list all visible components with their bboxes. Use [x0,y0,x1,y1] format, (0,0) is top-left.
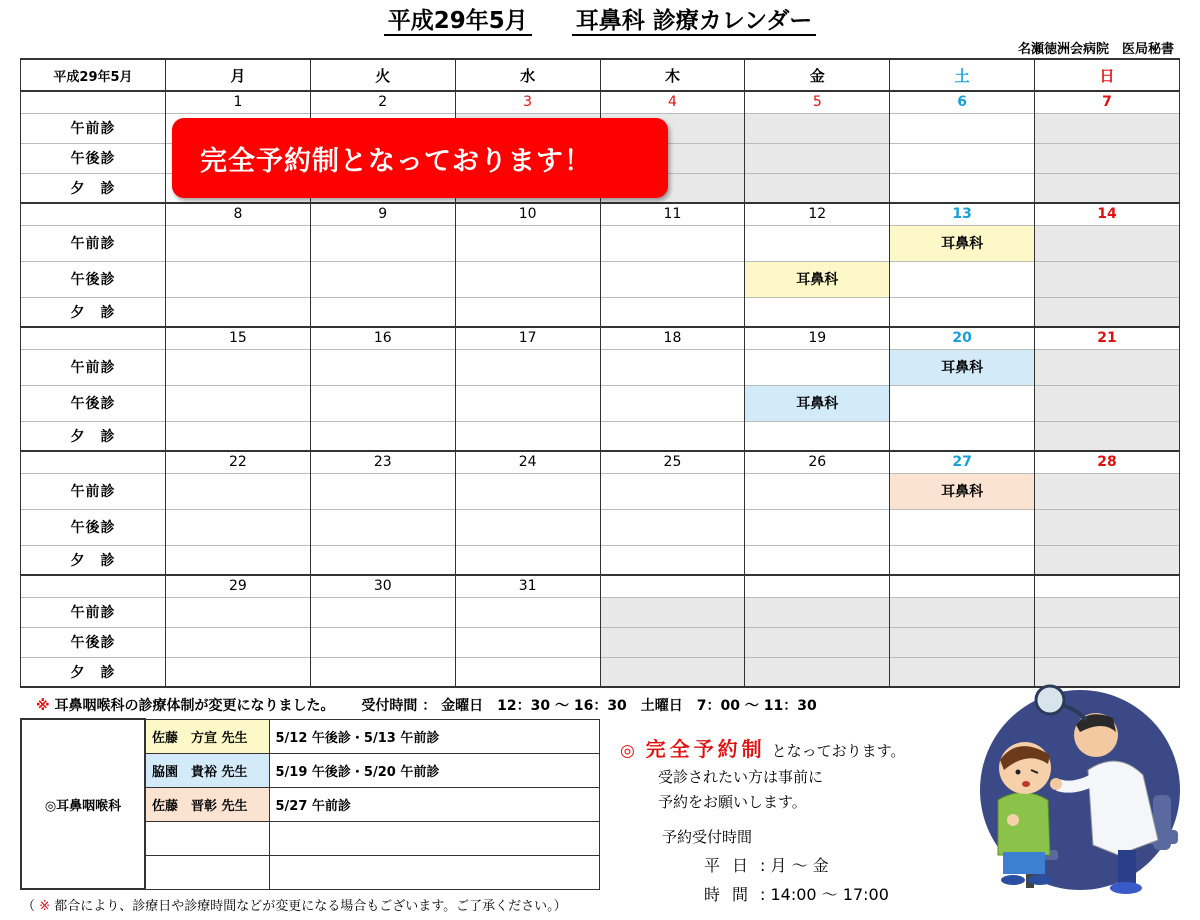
reservation-suffix: となっております。 [771,742,906,760]
weekday-header-row [21,59,1180,91]
slot-label-morning: 午前診 [21,225,166,261]
date-cell-saturday: 6 [890,91,1035,113]
slot-label-morning: 午前診 [21,597,166,627]
slot-row-morning [21,225,1180,261]
date-cell: 30 [310,575,455,597]
doctor-dates: 5/19 午後診・5/20 午前診 [269,753,600,787]
date-cell-saturday: 13 [890,203,1035,225]
weekday-thu: 木 [600,59,745,91]
notice-mark: ※ [36,698,50,714]
date-cell: 17 [455,327,600,349]
doctor-dates [269,855,600,889]
date-cell-holiday: 4 [600,91,745,113]
schedule-change-notice [36,695,817,715]
calendar-corner-label: 平成29年5月 [21,59,166,91]
weekday-tue: 火 [310,59,455,91]
slot-label-morning: 午前診 [21,349,166,385]
slot-row-evening [21,545,1180,575]
slot-row-evening [21,421,1180,451]
date-cell-sunday: 14 [1035,203,1180,225]
ent-appointment-cell: 耳鼻科 [890,225,1035,261]
date-cell: 25 [600,451,745,473]
hospital-name: 名瀬徳洲会病院 医局秘書 [1017,42,1174,57]
doctor-schedule-table [20,718,600,890]
slot-label-evening: 夕 診 [21,657,166,687]
ent-appointment-cell: 耳鼻科 [890,473,1035,509]
slot-label-evening: 夕 診 [21,545,166,575]
date-row [21,91,1180,113]
ent-appointment-cell: 耳鼻科 [745,261,890,297]
date-cell: 10 [455,203,600,225]
date-row [21,203,1180,225]
doctor-name: 脇園 貴裕 先生 [145,753,269,787]
page-title [0,2,1200,35]
date-cell-saturday: 20 [890,327,1035,349]
slot-label-evening: 夕 診 [21,421,166,451]
slot-label-evening: 夕 診 [21,173,166,203]
department-label: ◎耳鼻咽喉科 [21,719,145,889]
slot-label-morning: 午前診 [21,473,166,509]
date-row [21,327,1180,349]
date-cell: 22 [166,451,311,473]
reservation-mark: ◎ [620,741,635,761]
doctor-dates: 5/27 午前診 [269,787,600,821]
reservation-time: 時間: 14:00 ～ 17:00 [704,885,889,904]
reservation-info [620,733,905,905]
date-row [21,451,1180,473]
date-cell-sunday: 7 [1035,91,1180,113]
date-cell-sunday: 28 [1035,451,1180,473]
ent-appointment-cell: 耳鼻科 [745,385,890,421]
doctor-dates [269,821,600,855]
date-cell-saturday: 27 [890,451,1035,473]
reception-hours: 受付時間 ： 金曜日 12：30 ～ 16：30 土曜日 7：00 ～ 11：30 [361,698,817,714]
child-shirt [998,793,1050,856]
slot-label-afternoon: 午後診 [21,385,166,421]
date-cell: 19 [745,327,890,349]
date-cell: 8 [166,203,311,225]
reservation-weekdays: 平日: 月 ～ 金 [704,856,829,875]
date-cell: 1 [166,91,311,113]
date-cell: 12 [745,203,890,225]
reservation-headline [620,733,905,762]
slot-label-morning: 午前診 [21,113,166,143]
weekday-mon: 月 [166,59,311,91]
reservation-only-banner: 完全予約制となっております！ [172,118,668,198]
date-cell: 16 [310,327,455,349]
doctor-examining-child-illustration [968,680,1198,900]
slot-row-morning [21,597,1180,627]
date-cell: 9 [310,203,455,225]
slot-label-afternoon: 午後診 [21,509,166,545]
head-mirror-icon [1036,686,1064,714]
doctor-name [145,855,269,889]
reservation-hours-title: 予約受付時間 [662,828,753,846]
date-cell: 23 [310,451,455,473]
reservation-line-1: 受診されたい方は事前に [658,768,824,786]
weekday-fri: 金 [745,59,890,91]
date-cell: 31 [455,575,600,597]
slot-label-afternoon: 午後診 [21,261,166,297]
slot-row-morning [21,349,1180,385]
slot-label-evening: 夕 診 [21,297,166,327]
footnote-text: 都合により、診療日や診療時間などが変更になる場合もございます。ご了承ください。） [54,899,567,914]
date-cell: 15 [166,327,311,349]
date-cell: 2 [310,91,455,113]
slot-label-afternoon: 午後診 [21,143,166,173]
date-cell-holiday: 3 [455,91,600,113]
ent-appointment-cell: 耳鼻科 [890,349,1035,385]
date-cell: 29 [166,575,311,597]
reservation-highlight: 完全予約制 [645,737,766,761]
date-cell-sunday: 21 [1035,327,1180,349]
slot-row-afternoon [21,627,1180,657]
slot-row-afternoon [21,509,1180,545]
doctor-name: 佐藤 晋彰 先生 [145,787,269,821]
doctor-dates: 5/12 午後診・5/13 午前診 [269,719,600,753]
date-cell: 24 [455,451,600,473]
date-cell: 11 [600,203,745,225]
slot-row-evening [21,297,1180,327]
weekday-wed: 水 [455,59,600,91]
title-main: 耳鼻科 診療カレンダー [572,8,817,36]
title-month: 平成29年5月 [384,8,532,36]
weekday-sun: 日 [1035,59,1180,91]
doctor-name [145,821,269,855]
weekday-sat: 土 [890,59,1035,91]
footnote: （ ※ 都合により、診療日や診療時間などが変更になる場合もございます。ご了承ください。） [22,899,567,914]
slot-row-morning [21,473,1180,509]
slot-label-afternoon: 午後診 [21,627,166,657]
doctor-row [21,719,600,753]
date-cell: 26 [745,451,890,473]
date-cell: 18 [600,327,745,349]
slot-row-afternoon [21,261,1180,297]
notice-text: 耳鼻咽喉科の診療体制が変更になりました。 [54,698,335,714]
slot-row-afternoon [21,385,1180,421]
reservation-line-2: 予約をお願いします。 [658,793,807,811]
date-row [21,575,1180,597]
date-cell-holiday: 5 [745,91,890,113]
footnote-mark: ※ [39,899,51,914]
doctor-name: 佐藤 方宣 先生 [145,719,269,753]
